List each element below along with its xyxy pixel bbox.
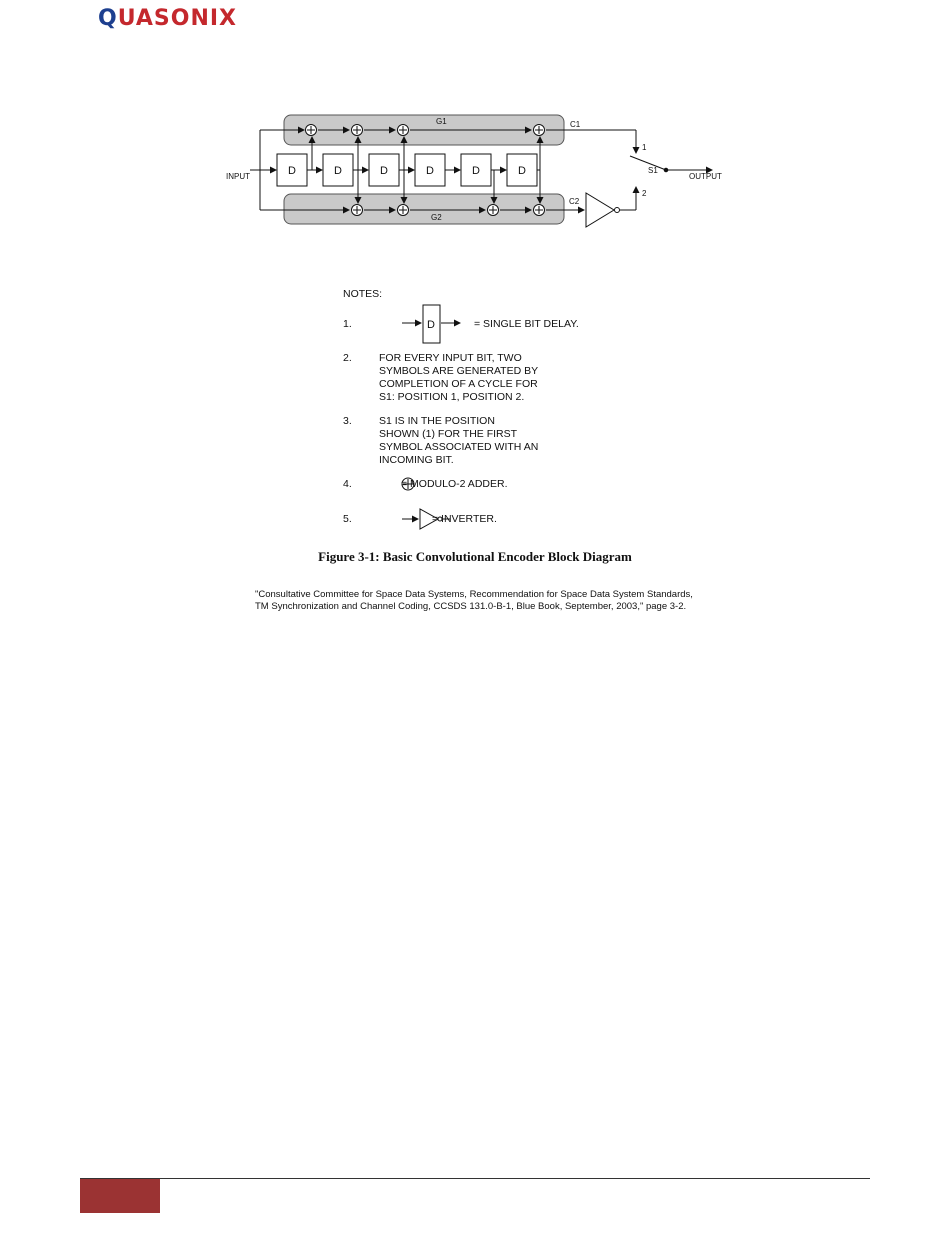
output-label: OUTPUT xyxy=(689,172,722,181)
g1-label: G1 xyxy=(436,117,447,126)
adder-icon xyxy=(352,125,363,136)
delay-label: D xyxy=(380,165,388,177)
adder-icon xyxy=(488,205,499,216)
switch-label: S1 xyxy=(648,166,658,175)
delay-label: D xyxy=(472,165,480,177)
note-number: 2. xyxy=(343,352,352,364)
logo-text: UASONIX xyxy=(117,6,238,31)
citation-text: "Consultative Committee for Space Data Systems, Recommendation for Space Data System Standards, TM Synchronization and Channel Coding, CCSDS 131.0-B-1, Blue Book, September, 2003," page 3-2. xyxy=(255,589,693,612)
footer-page-tab xyxy=(80,1179,160,1213)
note-text: S1 IS IN THE POSITION SHOWN (1) FOR THE FIRST SYMBOL ASSOCIATED WITH AN INCOMING BIT. xyxy=(379,415,539,466)
note-text: = MODULO-2 ADDER. xyxy=(401,478,508,490)
adder-icon xyxy=(534,205,545,216)
note-number: 3. xyxy=(343,415,352,427)
note-3 xyxy=(343,415,619,467)
encoder-block-diagram xyxy=(0,0,950,560)
position-1-label: 1 xyxy=(642,143,647,152)
g2-band xyxy=(284,194,564,224)
notes-title: NOTES: xyxy=(343,288,383,300)
c1-label: C1 xyxy=(570,120,581,129)
delay-label: D xyxy=(518,165,526,177)
adder-icon xyxy=(306,125,317,136)
note-2 xyxy=(343,352,619,404)
note-delay-symbol-label: D xyxy=(427,319,435,331)
adder-icon xyxy=(352,205,363,216)
note-number: 4. xyxy=(343,478,352,490)
g2-label: G2 xyxy=(431,213,442,222)
note-text: = INVERTER. xyxy=(432,513,497,525)
c2-label: C2 xyxy=(569,197,580,206)
figure-caption: Figure 3-1: Basic Convolutional Encoder Block Diagram xyxy=(318,549,632,564)
note-text: FOR EVERY INPUT BIT, TWO SYMBOLS ARE GENERATED BY COMPLETION OF A CYCLE FOR S1: POSITION 1, POSITION 2. xyxy=(379,352,539,403)
delay-label: D xyxy=(334,165,342,177)
adder-icon xyxy=(398,205,409,216)
delay-label: D xyxy=(288,165,296,177)
footer-rule xyxy=(80,1178,870,1179)
note-number: 5. xyxy=(343,513,352,525)
delay-label: D xyxy=(426,165,434,177)
input-label: INPUT xyxy=(226,172,250,181)
note-number: 1. xyxy=(343,318,352,330)
position-2-label: 2 xyxy=(642,189,647,198)
note-text: = SINGLE BIT DELAY. xyxy=(474,318,579,330)
adder-icon xyxy=(398,125,409,136)
logo-q: Q xyxy=(98,6,118,31)
adder-icon xyxy=(534,125,545,136)
